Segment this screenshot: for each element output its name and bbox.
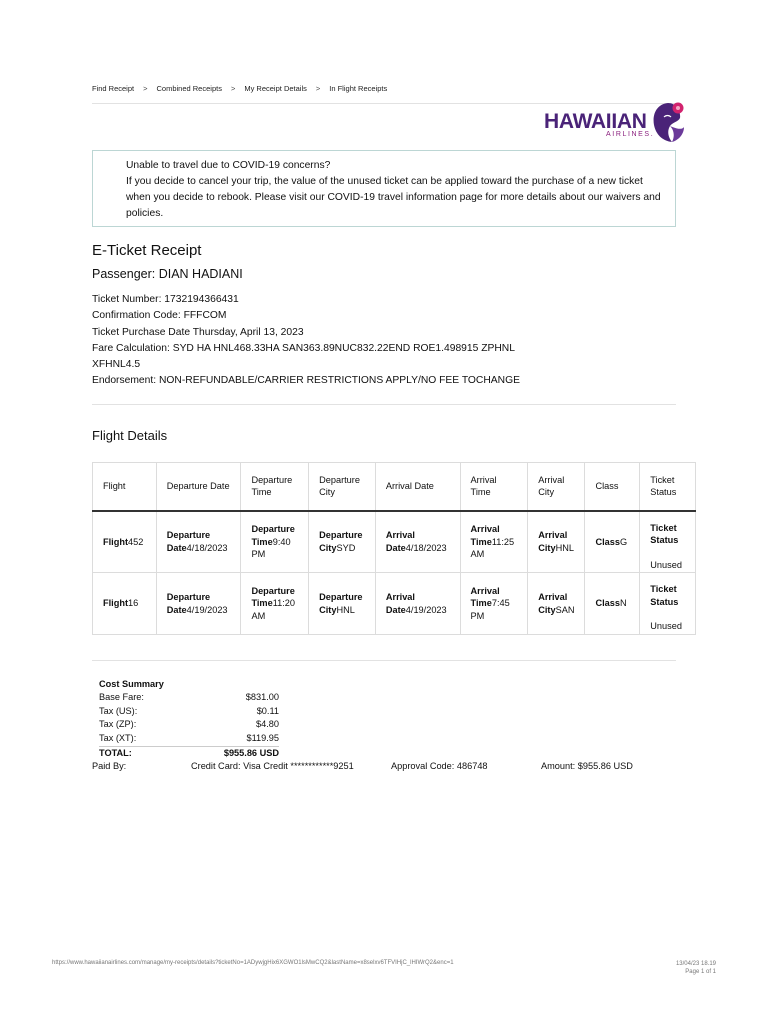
cell-class: [585, 511, 640, 573]
cell-departure-city: [309, 573, 376, 635]
covid-notice: [92, 150, 676, 227]
total-label: TOTAL:: [99, 747, 132, 758]
breadcrumb-separator: >: [143, 84, 148, 93]
cell-value: HNL: [555, 542, 574, 553]
cell-value: SAN: [555, 604, 575, 615]
cost-row-total: [99, 746, 279, 760]
footer-page-number: Page 1 of 1: [685, 969, 716, 975]
cell-label: Class: [595, 536, 621, 547]
passenger-name: Passenger: DIAN HADIANI: [92, 267, 243, 281]
breadcrumb-separator: >: [230, 84, 236, 93]
cell-label: Class: [595, 598, 621, 609]
table-header-row: [93, 463, 696, 511]
col-header-class: Class: [585, 463, 640, 511]
cell-value: HNL: [336, 604, 355, 615]
cell-label: Arrival City: [538, 530, 568, 553]
cell-value: Unused: [650, 559, 682, 570]
footer-datetime: 13/04/23 18.19: [675, 961, 716, 967]
cell-label: Departure City: [319, 530, 363, 553]
breadcrumb-my-receipt-details[interactable]: My Receipt Details: [244, 84, 307, 93]
notice-body: If you decide to cancel your trip, the value of the unused ticket can be applied toward the purchase of a new ticket when you decide to rebook. Please visit our COVID-19 travel information page for more details about our waivers and policies.: [126, 176, 661, 219]
cell-ticket-status: [640, 573, 696, 635]
col-header-arrival-time: Arrival Time: [460, 463, 528, 511]
col-header-departure-city: Departure City: [309, 463, 376, 511]
cell-label: Arrival Date: [385, 592, 415, 615]
cell-label: Arrival Time: [470, 524, 500, 547]
col-header-departure-date: Departure Date: [156, 463, 241, 511]
pualani-logo-icon: [648, 100, 688, 144]
fare-calculation-continued: XFHNL4.5: [92, 359, 141, 371]
cell-departure-date: [156, 573, 241, 635]
fare-calculation: Fare Calculation: SYD HA HNL468.33HA SAN363.89NUC832.22END ROE1.498915 ZPHNL: [92, 342, 515, 354]
cell-label: Departure Date: [166, 530, 211, 553]
payment-amount: Amount: $955.86 USD: [541, 761, 633, 771]
divider: [92, 404, 676, 405]
endorsement: Endorsement: NON-REFUNDABLE/CARRIER RESTRICTIONS APPLY/NO FEE TOCHANGE: [92, 375, 520, 387]
cell-arrival-date: [375, 511, 460, 573]
divider: [92, 660, 676, 661]
cell-value: 4/19/2023: [186, 604, 228, 615]
col-header-ticket-status: Ticket Status: [640, 463, 696, 511]
breadcrumb-in-flight-receipts[interactable]: In Flight Receipts: [329, 84, 388, 93]
cell-arrival-date: [375, 573, 460, 635]
cell-value: G: [620, 536, 628, 547]
page-title: E-Ticket Receipt: [92, 242, 202, 259]
cell-value: 4/18/2023: [186, 542, 228, 553]
cell-value: 4/18/2023: [405, 542, 447, 553]
ticket-info: [92, 292, 676, 390]
cost-value: $119.95: [246, 733, 279, 744]
col-header-arrival-date: Arrival Date: [375, 463, 460, 511]
cell-value: SYD: [336, 542, 356, 553]
cell-value: Unused: [650, 621, 682, 631]
cost-row-tax-xt: [99, 732, 279, 746]
cell-arrival-time: [460, 573, 528, 635]
cell-label: Departure Time: [251, 524, 295, 547]
cell-value: 16: [128, 598, 139, 609]
cell-class: [585, 573, 640, 635]
cell-flight: [93, 511, 157, 573]
ticket-number: Ticket Number: 1732194366431: [92, 294, 239, 305]
cell-arrival-city: [528, 573, 585, 635]
cell-arrival-city: [528, 511, 585, 573]
breadcrumb-combined-receipts[interactable]: Combined Receipts: [156, 84, 222, 93]
cell-flight: [93, 573, 157, 635]
cell-label: Departure Time: [251, 585, 295, 609]
purchase-date: Ticket Purchase Date Thursday, April 13, 2023: [92, 326, 304, 338]
col-header-flight: Flight: [93, 463, 157, 511]
paid-by-label: Paid By:: [92, 761, 127, 771]
cell-label: Flight: [103, 598, 129, 609]
cell-value: N: [620, 598, 627, 609]
payment-card: Credit Card: Visa Credit ************9251: [191, 761, 354, 771]
col-header-departure-time: Departure Time: [241, 463, 309, 511]
cost-summary: [99, 677, 279, 759]
cell-label: Ticket Status: [650, 584, 679, 607]
hawaiian-airlines-logo[interactable]: [544, 100, 686, 144]
cost-label: Base Fare:: [99, 692, 144, 702]
cell-ticket-status: [640, 511, 696, 573]
confirmation-code: Confirmation Code: FFFCOM: [92, 310, 227, 322]
flight-details-table: [92, 462, 696, 635]
cell-value: 11:25 AM: [470, 536, 515, 559]
cost-row-tax-us: [99, 705, 279, 719]
notice-heading: Unable to travel due to COVID-19 concerns?: [126, 160, 331, 171]
cell-label: Departure Date: [166, 592, 211, 615]
cost-value: $4.80: [256, 719, 279, 730]
cell-value: 4/19/2023: [405, 604, 447, 615]
cell-value: 9:40 PM: [251, 536, 291, 559]
cell-departure-date: [156, 511, 241, 573]
table-row: [93, 511, 696, 573]
cell-value: 452: [128, 536, 144, 547]
flight-details-title: Flight Details: [92, 428, 168, 443]
cell-label: Arrival Date: [385, 530, 415, 553]
footer-url: https://www.hawaiianairlines.com/manage/my-receipts/details?ticketNo=1ADywjgHix6XGWO1lsMwCQ2&lastName=x8selxv6TFVIHjC_lHIWrQ2&enc=1: [52, 960, 454, 966]
col-header-arrival-city: Arrival City: [528, 463, 585, 511]
approval-code: Approval Code: 486748: [391, 761, 488, 771]
cell-label: Departure City: [319, 592, 363, 615]
cell-label: Arrival City: [538, 592, 568, 615]
footer-meta: [676, 960, 716, 976]
cost-label: Tax (ZP):: [99, 719, 137, 730]
breadcrumb-find-receipt[interactable]: Find Receipt: [92, 84, 135, 93]
cell-label: Flight: [103, 536, 129, 547]
cell-label: Arrival Time: [470, 585, 500, 609]
cost-label: Tax (US):: [99, 705, 138, 716]
cell-departure-time: [241, 573, 309, 635]
cost-row-tax-zp: [99, 718, 279, 732]
cell-value: 11:20 AM: [251, 598, 296, 621]
cost-label: Tax (XT):: [99, 733, 137, 744]
logo-subtitle: AIRLINES.: [606, 131, 655, 138]
table-row: [93, 573, 696, 635]
breadcrumb-separator: >: [315, 84, 321, 93]
cell-arrival-time: [460, 511, 528, 573]
logo-wordmark: HAWAIIAN: [544, 110, 647, 133]
cost-row-base-fare: [99, 691, 279, 705]
breadcrumb: [92, 84, 387, 93]
cell-departure-time: [241, 511, 309, 573]
cost-summary-title: Cost Summary: [99, 679, 164, 689]
cell-value: 7:45 PM: [470, 598, 510, 621]
cell-label: Ticket Status: [650, 522, 679, 545]
cost-value: $831.00: [245, 692, 279, 702]
cost-value: $0.11: [256, 705, 279, 716]
cell-departure-city: [309, 511, 376, 573]
total-value: $955.86 USD: [223, 747, 279, 758]
